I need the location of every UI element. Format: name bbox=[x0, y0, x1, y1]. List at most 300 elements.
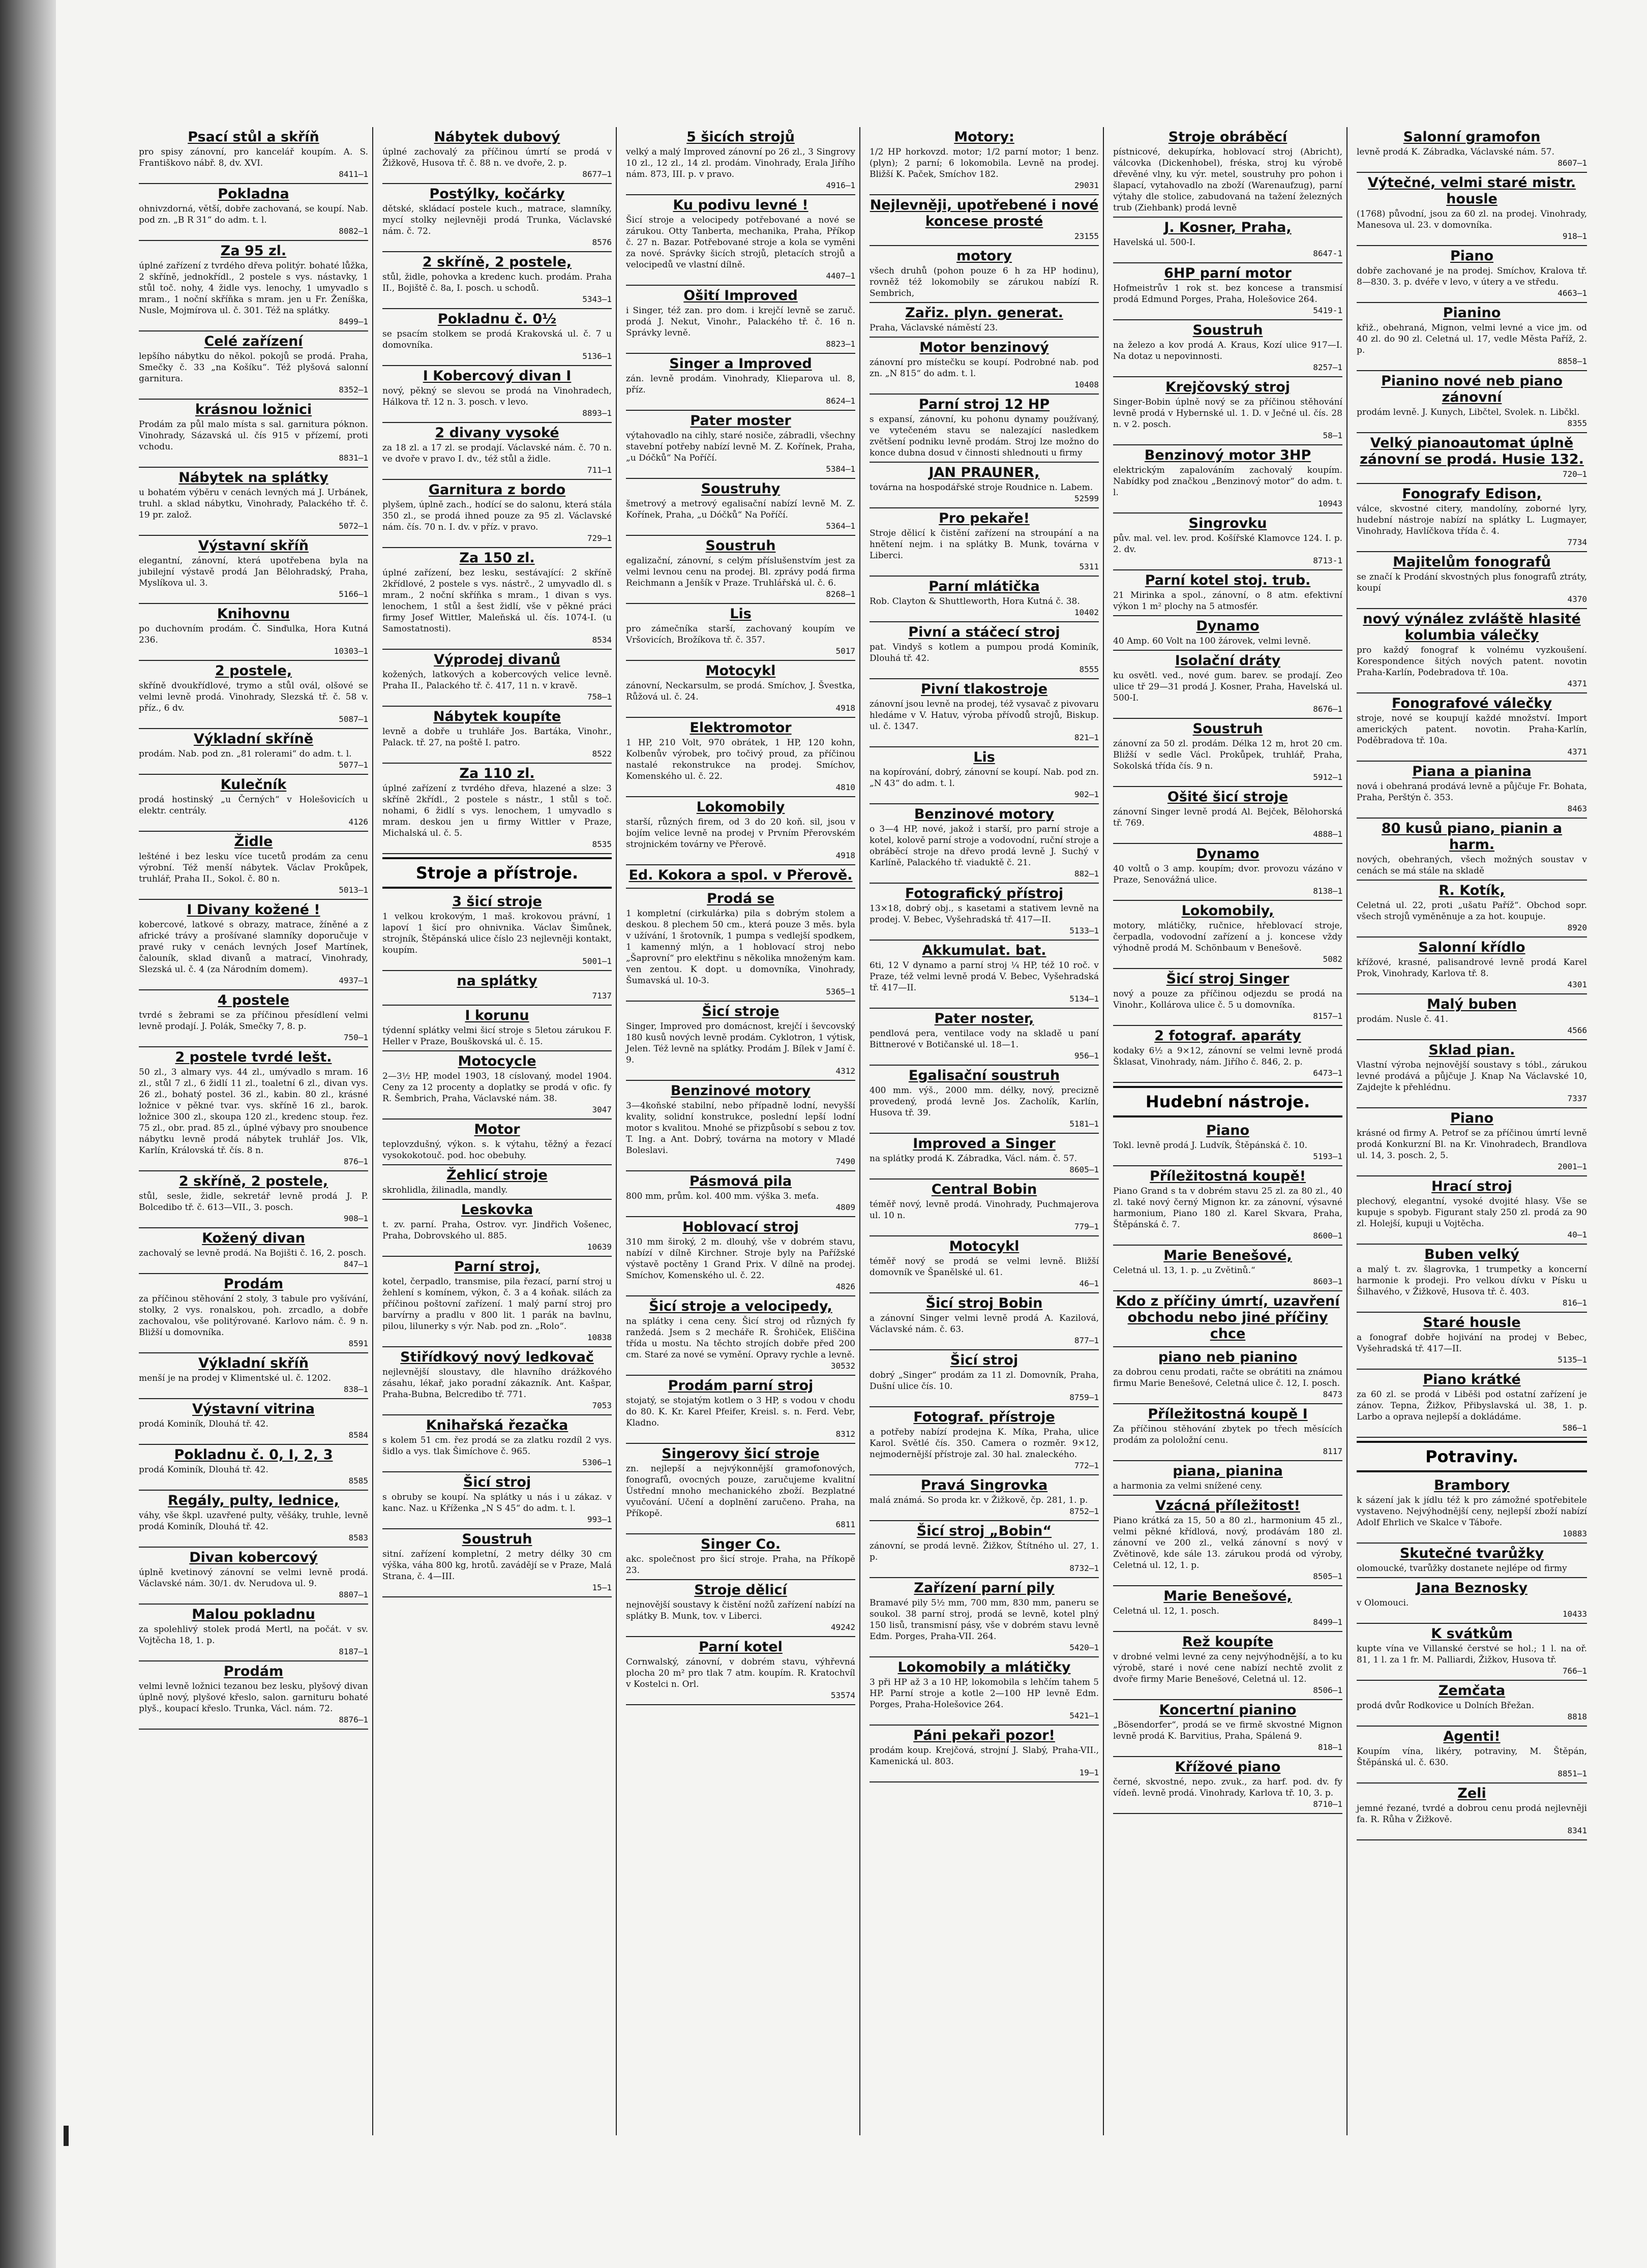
ad-title: Benzinové motory bbox=[914, 806, 1055, 822]
ad-text: prodám koup. Krejčová, strojní J. Slabý, Praha-VII., Kamenická ul. 803. bbox=[870, 1745, 1099, 1767]
ad-reference-number: 8876—1 bbox=[339, 1715, 368, 1725]
ad-reference-number: 4126 bbox=[348, 817, 368, 827]
ad-reference-number: 838—1 bbox=[343, 1384, 368, 1394]
ad-text: levně prodá K. Zábradka, Václavské nám. 57. bbox=[1357, 147, 1554, 157]
ad-text: 310 mm široký, 2 m. dlouhý, vše v dobrém stavu, nabízí v dílně Kirchner. Stroje byly na Pařížské výstavě poctěny 1 Grand Prix. V dílně na prodej. Smíchov, Komenského ul. č. 22. bbox=[626, 1237, 855, 1281]
classified-ad bbox=[139, 1047, 368, 1171]
ad-reference-number: 8677—1 bbox=[582, 169, 612, 179]
ad-text: zánovní jsou levně na prodej, též vysavač z pivovaru hledáme v V. Hatuv, výroba přívodů strojů, Biskup. ul. č. 1347. bbox=[870, 699, 1099, 732]
classified-ad bbox=[870, 1009, 1099, 1066]
classified-ad bbox=[626, 1637, 855, 1705]
ad-title: Singer a Improved bbox=[669, 356, 812, 372]
ad-reference-number: 8858—1 bbox=[1558, 356, 1587, 366]
ad-reference-number: 5135—1 bbox=[1558, 1355, 1587, 1365]
ad-text: motory, mlátičky, ručnice, hřeblovací stroje, čerpadla, vodovodní zařízení a j. koncese vždy výhodně prodá M. Schönbaum v Benešově. bbox=[1113, 921, 1342, 953]
ad-title: Soustruh bbox=[705, 538, 776, 554]
ad-title: Pásmová pila bbox=[689, 1173, 792, 1189]
classified-ad bbox=[870, 395, 1099, 463]
classified-ad bbox=[139, 1548, 368, 1605]
ad-title: Fotograf. přístroje bbox=[913, 1409, 1055, 1425]
classified-ad bbox=[139, 990, 368, 1047]
ad-title: Malý buben bbox=[1427, 996, 1517, 1012]
ad-text: elegantní, zánovní, která upotřebena byla na jubilejní výstavě prodá Jan Bělohradský, Praha, Myslíkova ul. 3. bbox=[139, 556, 368, 588]
ad-reference-number: 4301 bbox=[1567, 980, 1587, 989]
ad-reference-number: 5166—1 bbox=[339, 589, 368, 599]
ad-title: Soustruh bbox=[1192, 322, 1263, 338]
ad-reference-number: 7053 bbox=[592, 1401, 612, 1410]
ad-title: Lis bbox=[973, 749, 995, 765]
ad-title: Buben velký bbox=[1424, 1247, 1519, 1262]
ad-text: skrohlidla, žilinadla, mandly. bbox=[382, 1185, 508, 1195]
ad-reference-number: 8605—1 bbox=[1069, 1165, 1099, 1174]
classified-ad bbox=[382, 309, 612, 366]
ad-reference-number: 4916—1 bbox=[826, 180, 855, 190]
ad-text: plyšem, úplně zach., hodící se do salonu, která stála 350 zl., se prodá ihned pouze za 95 zl. Václavské nám. čís. 70 n. I. dv. v příz. v pravo. bbox=[382, 500, 612, 532]
ad-reference-number: 8522 bbox=[592, 749, 612, 759]
ad-reference-number: 720—1 bbox=[1562, 469, 1587, 479]
classified-ad bbox=[870, 1350, 1099, 1407]
ad-text: a potřeby nabízí prodejna K. Míka, Praha, ulice Karol. Světlé čís. 350. Camera o rozměr. 9×12, nejmodernější přístroje zal. 30 hal. znaleckého. bbox=[870, 1427, 1099, 1460]
column-2 bbox=[378, 127, 617, 2135]
ad-text: 40 voltů o 3 amp. koupím; dvor. provozu vázáno v Praze, Senovážná ulice. bbox=[1113, 864, 1342, 885]
classified-ad bbox=[870, 1180, 1099, 1236]
ad-title: Malou pokladnu bbox=[192, 1607, 315, 1622]
classified-ad bbox=[626, 797, 855, 865]
ad-text: teplovzdušný, výkon. s. k výtahu, těžný a řezací vysokokotouč. pod. hoc obebuhy. bbox=[382, 1139, 612, 1161]
classified-ad bbox=[382, 892, 612, 971]
ad-reference-number: 8583 bbox=[348, 1533, 368, 1543]
ad-title: Parní kotel stoj. trub. bbox=[1145, 572, 1311, 588]
ad-title: I Kobercový divan I bbox=[423, 368, 572, 384]
ad-title: K svátkům bbox=[1431, 1626, 1513, 1642]
ad-reference-number: 816—1 bbox=[1562, 1298, 1587, 1308]
ad-text: v drobné velmi levné za ceny nejvýhodnější, a to ku výrobě, staré i nové cene nabízí nechtě zvolit z dvoře firmy Marie Benešové, Celetná ul. 12. bbox=[1113, 1652, 1342, 1684]
ad-title: Benzinový motor 3HP bbox=[1144, 447, 1311, 463]
ad-title: Pivní tlakostroje bbox=[920, 681, 1048, 697]
ad-text: Koupím vína, likéry, potraviny, M. Štěpán, Štěpánská ul. č. 630. bbox=[1357, 1746, 1587, 1768]
ad-reference-number: 8187—1 bbox=[339, 1647, 368, 1656]
ad-reference-number: 877—1 bbox=[1074, 1336, 1099, 1345]
ad-reference-number: 5420—1 bbox=[1069, 1643, 1099, 1652]
classified-ad bbox=[626, 1002, 855, 1081]
classified-ad bbox=[1357, 246, 1587, 303]
ad-title: Zeli bbox=[1457, 1786, 1486, 1801]
ad-text: menší je na prodej v Klimentské ul. č. 1202. bbox=[139, 1373, 332, 1383]
ad-title: Pro pekaře! bbox=[939, 510, 1030, 526]
ad-text: se značí k Prodání skvostných plus fonografů ztráty, koupí bbox=[1357, 572, 1587, 593]
ad-title: Rež koupíte bbox=[1182, 1634, 1274, 1650]
ad-title: Ošití Improved bbox=[683, 288, 798, 304]
ad-text: za 60 zl. se prodá v Liběši pod ostatní zařízení je zánov. Tepna, Žižkov, Přibyslavská ul. 38, 1. p. Larbo a oprava nejlepší a dokládáme. bbox=[1357, 1389, 1587, 1422]
ad-reference-number: 5134—1 bbox=[1069, 994, 1099, 1004]
classified-ad bbox=[626, 718, 855, 797]
ad-text: 40 Amp. 60 Volt na 100 žárovek, velmi levně. bbox=[1113, 636, 1311, 646]
ad-reference-number: 10943 bbox=[1317, 499, 1342, 508]
ad-reference-number: 10402 bbox=[1074, 608, 1099, 617]
ad-title: Dynamo bbox=[1196, 846, 1260, 862]
ad-text: zánovní pro místečku se koupí. Podrobné nab. pod zn. „N 815“ do adm. t. l. bbox=[870, 357, 1099, 379]
ad-reference-number: 4826 bbox=[835, 1282, 855, 1291]
classified-ad bbox=[870, 463, 1099, 508]
ad-text: kobercové, latkové s obrazy, matrace, žíněné a z africké trávy a prošívané slamníky doporučuje v pravé ruky v cenách levných Josef Martínek, čalouník, sklad divanů a matrací, Vinohrady, Slezská ul. č. 4 (za Národním domem). bbox=[139, 920, 368, 975]
ad-title: Výtečné, velmi staré mistr. housle bbox=[1367, 175, 1576, 207]
ad-title: Šicí stroj bbox=[463, 1474, 531, 1490]
classified-ad bbox=[1113, 377, 1342, 445]
ad-title: Motory: bbox=[954, 129, 1014, 145]
classified-ad bbox=[870, 747, 1099, 804]
ad-title: Koncertní pianino bbox=[1159, 1702, 1297, 1718]
ad-title: Parní stroj 12 HP bbox=[918, 397, 1050, 412]
ad-reference-number: 5311 bbox=[1079, 562, 1099, 571]
classified-ad bbox=[870, 1578, 1099, 1657]
ad-title: Šicí stroj bbox=[950, 1352, 1019, 1368]
ad-title: 2 skříně, 2 postele, bbox=[422, 254, 572, 270]
ad-title: Jana Beznosky bbox=[1416, 1580, 1528, 1596]
ad-text: nový, pěkný se slevou se prodá na Vinohradech, Hálkova tř. 12 n. 3. posch. v levo. bbox=[382, 386, 612, 407]
ad-reference-number: 53574 bbox=[830, 1690, 855, 1700]
ad-text: krásné od firmy A. Petrof se za příčinou úmrtí levně prodá Konkurzní Bl. na Kr. Vinohradech, Brandlova ul. 14, 3. posch. 2, 5. bbox=[1357, 1128, 1587, 1161]
ad-text: Šicí stroje a velocipedy potřebované a nové se zárukou. Otty Tanberta, mechanika, Praha, Příkop č. 27 n. Bazar. Potřebované stroje a kola se vyměni za nové. Správky šicích strojů, pletacích strojů a velocipedů ve vlastní dílně. bbox=[626, 215, 855, 270]
ad-text: kupte vína ve Villanské čerstvé se hol.; 1 l. na oř. 81, 1 l. za 1 fr. M. Palliardi, Žižkov, Husova tř. bbox=[1357, 1644, 1587, 1665]
ad-title: Fotografický přístroj bbox=[905, 886, 1064, 901]
ad-title: Egalisační soustruh bbox=[908, 1068, 1060, 1083]
ad-text: velký a malý Improved zánovní po 26 zl., 3 Singrovy 10 zl., 12 zl., 14 zl. prodám. Vinohrady, Erala Jiřího nám. 873, III. p. v pravo. bbox=[626, 147, 855, 179]
classified-ad bbox=[139, 832, 368, 900]
ad-title: Šicí stroje a velocipedy, bbox=[649, 1298, 832, 1314]
ad-reference-number: 6473—1 bbox=[1313, 1068, 1342, 1078]
ad-title: Hrací stroj bbox=[1431, 1178, 1512, 1194]
classified-ad bbox=[382, 971, 612, 1006]
classified-ad bbox=[870, 1726, 1099, 1782]
classified-ad bbox=[1357, 484, 1587, 552]
ad-reference-number: 5419-1 bbox=[1313, 306, 1342, 315]
ad-reference-number: 993—1 bbox=[587, 1515, 612, 1524]
ad-title: Central Bobin bbox=[931, 1182, 1037, 1197]
ad-title: JAN PRAUNER, bbox=[929, 465, 1040, 480]
ad-text: 21 Mirinka a spol., zánovní, o 8 atm. efektivní výkon 1 m² plochy na 5 atmosfér. bbox=[1113, 590, 1342, 612]
ad-text: zánovní Singer levně prodá Al. Bejček, Bělohorská tř. 769. bbox=[1113, 807, 1342, 828]
ad-reference-number: 4809 bbox=[835, 1202, 855, 1212]
classified-ad bbox=[626, 1534, 855, 1580]
ad-title: Výprodej divanů bbox=[434, 652, 560, 668]
ad-title: Pivní a stáčecí stroj bbox=[908, 624, 1060, 640]
ad-title: Šicí stroj „Bobin“ bbox=[916, 1523, 1052, 1539]
classified-ad bbox=[626, 1444, 855, 1534]
ad-reference-number: 4918 bbox=[835, 851, 855, 860]
ad-text: pat. Vindyš s kotlem a pumpou prodá Kominík, Dlouhá tř. 42. bbox=[870, 642, 1099, 663]
classified-ad bbox=[626, 661, 855, 718]
ad-text: Piano Grand s ta v dobrém stavu 25 zl. za 80 zl., 40 zl. také nový černý Mignon kr. za zánovní, výsavné harmonium, Piano 180 zl. Karel Skvara, Praha, Štěpánská č. 7. bbox=[1113, 1186, 1342, 1230]
ad-reference-number: 4918 bbox=[835, 703, 855, 713]
ad-title: 4 postele bbox=[218, 992, 289, 1008]
ad-reference-number: 29031 bbox=[1074, 180, 1099, 190]
ad-reference-number: 6811 bbox=[835, 1520, 855, 1529]
ad-reference-number: 586—1 bbox=[1562, 1423, 1587, 1433]
ad-text: olomoucké, tvarůžky dostanete nejlépe od firmy bbox=[1357, 1563, 1567, 1574]
classified-ads-page bbox=[135, 127, 1592, 2135]
classified-ad bbox=[1113, 1246, 1342, 1291]
classified-ad bbox=[139, 468, 368, 536]
ad-text: Piano krátká za 15, 50 a 80 zl., harmonium 45 zl., velmi pěkné křídlová, nový, prodávám 180 zl. zánovní ve 200 zl., velká zánovní s nový v Zvětinově, kde sále 13. zárukou prodá od výroby, Celetná ul. 12, 1. p. bbox=[1113, 1516, 1342, 1570]
ad-title: Elektromotor bbox=[690, 720, 792, 736]
ad-text: Prodám za půl malo místa s sal. garnitura póknon. Vinohrady, Sázavská ul. čís 915 v přízemí, proti vchodu. bbox=[139, 419, 368, 452]
scan-edge bbox=[0, 0, 61, 2268]
ad-reference-number: 8759—1 bbox=[1069, 1393, 1099, 1402]
ad-title: Pokladnu č. 0½ bbox=[437, 311, 557, 327]
ad-title: I Divany kožené ! bbox=[187, 902, 320, 918]
classified-ad bbox=[382, 1165, 612, 1200]
classified-ad bbox=[382, 423, 612, 480]
classified-ad bbox=[1113, 787, 1342, 844]
classified-ad bbox=[870, 508, 1099, 577]
ad-title: Leskovka bbox=[461, 1202, 533, 1218]
ad-text: téměř nový se prodá se velmi levně. Bližší domovník ve Španělské ul. 61. bbox=[870, 1256, 1099, 1278]
ad-title: 2 divany vysoké bbox=[435, 425, 559, 441]
ad-text: výtahovadlo na cihly, staré nosiče, zábradli, všechny stavební potřeby nabízí levně M. Z. Kořínek, Praha, „u Dóčků“ Na Poříčí. bbox=[626, 431, 855, 463]
ad-reference-number: 902—1 bbox=[1074, 790, 1099, 799]
ad-text: zachovalý se levně prodá. Na Bojišti č. 16, 2. posch. bbox=[139, 1248, 367, 1258]
classified-ad bbox=[870, 622, 1099, 679]
ad-reference-number: 4888—1 bbox=[1313, 829, 1342, 839]
ad-text: za příčinou stěhování 2 stoly, 3 tabule pro vyšívání, stolky, 2 vys. ronalskou, poh. zrcadlo, a dobře zachovalou, vše politýrované. Karlovo nám. č. 9 n. Bližší u domovníka. bbox=[139, 1294, 368, 1338]
ad-text: kožených, latkových a kobercových velice levně. Praha II., Palackého tř. č. 417, 11 n. v kravě. bbox=[382, 670, 612, 691]
section-heading: Potraviny. bbox=[1357, 1441, 1587, 1472]
ad-text: černé, skvostné, nepo. zvuk., za harf. pod. dv. fy vídeň. levně prodá. Vinohrady, Karlova tř. 10, 3. p. bbox=[1113, 1777, 1342, 1798]
classified-ad bbox=[139, 1274, 368, 1353]
classified-ad bbox=[1113, 1700, 1342, 1757]
ad-text: ohnivzdorná, větší, dobře zachovaná, se koupí. Nab. pod zn. „B R 31“ do adm. t. l. bbox=[139, 204, 368, 225]
ad-text: nejnovější soustavy k čistění nožů zařízení nabízí na splátky B. Munk, tov. v Liberci. bbox=[626, 1600, 855, 1621]
ad-text: pro spisy zánovní, pro kancelář koupím. A. S. Františkovo nábř. 8, dv. XVI. bbox=[139, 147, 368, 168]
classified-ad bbox=[870, 941, 1099, 1009]
classified-ad bbox=[382, 1257, 612, 1347]
ad-title: Výstavní skříň bbox=[198, 538, 309, 554]
classified-ad bbox=[1357, 1727, 1587, 1783]
ad-text: téměř nový, levně prodá. Vinohrady, Puchmajerova ul. 10 n. bbox=[870, 1199, 1099, 1221]
ad-reference-number: 8676—1 bbox=[1313, 704, 1342, 714]
ad-title: Benzinové motory bbox=[670, 1083, 811, 1099]
ad-text: továrna na hospodářské stroje Roudnice n. Labem. bbox=[870, 482, 1093, 493]
ad-title: Šicí stroj Bobin bbox=[925, 1295, 1043, 1311]
ad-reference-number: 8591 bbox=[348, 1339, 368, 1348]
ad-reference-number: 711—1 bbox=[587, 465, 612, 475]
ad-title: Šicí stroje bbox=[702, 1004, 780, 1019]
ad-text: 6ti, 12 V dynamo a parní stroj ¼ HP, též 10 roč. v Praze, též velmi levně prodá V. Bebec, Vyšehradská tř. 417—II. bbox=[870, 960, 1099, 993]
ad-title: Piano bbox=[1206, 1123, 1250, 1138]
ad-reference-number: 8920 bbox=[1567, 923, 1587, 932]
ad-text: Bramavé pily 5½ mm, 700 mm, 830 mm, paneru se soukol. 38 parní stroj, prodá se levně, kotel plný 150 lisů, transmisní pásy, vše v dobrém stavu levně Edm. Porges, Praha-VII. 264. bbox=[870, 1598, 1099, 1642]
ad-text: 800 mm, prům. kol. 400 mm. výška 3. meťa. bbox=[626, 1191, 819, 1201]
ad-title: Výkladní skříň bbox=[198, 1355, 309, 1371]
ad-text: za spolehlivý stolek prodá Mertl, na počát. v sv. Vojtěcha 18, 1. p. bbox=[139, 1624, 368, 1646]
classified-ad bbox=[1113, 445, 1342, 513]
ad-reference-number: 5136—1 bbox=[582, 351, 612, 361]
ad-title: Akkumulat. bat. bbox=[922, 943, 1046, 958]
classified-ad bbox=[1357, 303, 1587, 371]
ad-title: 6HP parní motor bbox=[1164, 265, 1292, 281]
ad-title: Za 150 zl. bbox=[459, 550, 535, 566]
classified-ad bbox=[870, 577, 1099, 622]
ad-text: všech druhů (pohon pouze 6 h za HP hodinu), rovněž též lokomobily se zárukou nabízí R. Sembrich, bbox=[870, 266, 1099, 298]
ad-title: 2 fotograf. aparáty bbox=[1154, 1028, 1301, 1044]
classified-ad bbox=[382, 127, 612, 184]
classified-ad bbox=[626, 354, 855, 411]
ad-text: úplné zařízení, bez lesku, sestávající: 2 skříně 2křídlové, 2 postele s vys. nástrč., 2 umyvadlo dl. s mram., 2 noční skříňka s mram., 1 divan s vys. lenochem, 1 stůl a šest židlí, vše v pěkné práci firmy Josef Wittler, Maleňská ul. čís. 1074-I. (u Samostatnosti). bbox=[382, 568, 612, 634]
ad-text: akc. společnost pro šicí stroje. Praha, na Příkopě 23. bbox=[626, 1554, 855, 1576]
ad-reference-number: 876—1 bbox=[343, 1157, 368, 1166]
ad-title: Singer Co. bbox=[701, 1536, 781, 1552]
ad-reference-number: 15—1 bbox=[592, 1583, 612, 1592]
ad-reference-number: 8624—1 bbox=[826, 396, 855, 406]
ad-title: Lis bbox=[730, 606, 752, 622]
classified-ad bbox=[1113, 719, 1342, 787]
ad-title: Divan kobercový bbox=[189, 1550, 318, 1565]
classified-ad bbox=[1113, 1404, 1342, 1461]
ad-text: skříně dvoukřídlové, trymo a stůl ovál, olšové se velmi levně prodá. Vinohrady, Slezská tř. č. 58 v. příz., 6 dv. bbox=[139, 681, 368, 713]
ad-text: pro zámečníka starší, zachovaný koupím ve Vršovicích, Brožíkova tř. č. 357. bbox=[626, 624, 855, 645]
ad-text: zánovní, se prodá levně. Žižkov, Štítného ul. 27, 1. p. bbox=[870, 1541, 1099, 1562]
ad-title: Motor benzinový bbox=[919, 340, 1049, 355]
ad-text: úplně kvetinový zánovní se velmi levně prodá. Václavské nám. 30/1. dv. Nerudova ul. 9. bbox=[139, 1567, 368, 1589]
ad-title: Motocykl bbox=[949, 1238, 1020, 1254]
ad-text: úplné zachovalý za příčinou úmrtí se prodá v Žižkově, Husova tř. č. 88 n. ve dvoře, 2. p. bbox=[382, 147, 612, 168]
classified-ad bbox=[139, 1445, 368, 1491]
ad-text: Hofmeistrův 1 rok st. bez koncese a transmisí prodá Edmund Porges, Praha, Holešovice 264. bbox=[1113, 283, 1342, 305]
ad-text: 1 velkou krokovým, 1 maš. krokovou právní, 1 lapoví 1 šicí pro ohnivnika. Václav Šimůnek, strojník, Štěpánská ulice číslo 23 nejlevněji kontakt, koupím. bbox=[382, 912, 612, 955]
classified-ad bbox=[382, 650, 612, 707]
ad-text: Rob. Clayton & Shuttleworth, Hora Kutná č. 38. bbox=[870, 596, 1080, 607]
ad-title: Prodám bbox=[223, 1664, 284, 1679]
classified-ad bbox=[1357, 1313, 1587, 1370]
classified-ad bbox=[870, 1293, 1099, 1350]
ad-reference-number: 8117 bbox=[1323, 1446, 1342, 1456]
classified-ad bbox=[139, 331, 368, 400]
ad-text: Vlastní výroba nejnovější soustavy s tóbl., zárukou levné prodává a půjčuje J. Knap Na Václavské 10, Zajdejte k přehlédnu. bbox=[1357, 1060, 1587, 1093]
ad-title: Brambory bbox=[1433, 1477, 1510, 1493]
ad-title: Isolační dráty bbox=[1175, 653, 1281, 669]
classified-ad bbox=[1113, 1632, 1342, 1700]
classified-ad bbox=[382, 1347, 612, 1415]
classified-ad bbox=[139, 1353, 368, 1399]
ad-text: na železo a kov prodá A. Kraus, Kozí ulice 917—I. Na dotaz u nepovinnosti. bbox=[1113, 340, 1342, 361]
ad-reference-number: 8607—1 bbox=[1558, 158, 1587, 168]
ad-title: Krejčovský stroj bbox=[1165, 379, 1291, 395]
ad-text: stojatý, se stojatým kotlem o 3 HP, s vodou v chodu do 80. K. Kr. Karel Pfeifer, Kreisl. s. n. Ferd. Vebr, Kladno. bbox=[626, 1396, 855, 1428]
ad-title: na splátky bbox=[457, 973, 537, 989]
classified-ad bbox=[1113, 513, 1342, 570]
classified-ad bbox=[1357, 819, 1587, 881]
ad-text: 2—3½ HP, model 1903, 18 císlovaný, model 1904. Ceny za 12 procenty a doplatky se prodá v ofic. fy R. Šembrich, Praha, Václavské nám. 38. bbox=[382, 1071, 612, 1104]
ad-title: Motocycle bbox=[458, 1053, 536, 1069]
ad-title: Pianino nové neb piano zánovní bbox=[1381, 373, 1563, 405]
classified-ad bbox=[1113, 1291, 1342, 1347]
ad-title: 2 postele, bbox=[215, 663, 292, 679]
classified-ad bbox=[382, 1006, 612, 1051]
ad-reference-number: 30532 bbox=[830, 1361, 855, 1371]
ad-text: plechový, elegantní, vysoké dvojité hlasy. Vše se kupuje s spobyb. Figurant staly 250 zl. prodá za 90 zl. Holejší, kupuji u Vojtěcha. bbox=[1357, 1196, 1587, 1229]
ad-text: dětské, skládací postele kuch., matrace, slamníky, mycí stolky nejlevněji prodá Trunka, Václavské nám. č. 72. bbox=[382, 204, 612, 236]
ad-reference-number: 8506—1 bbox=[1313, 1685, 1342, 1695]
ad-reference-number: 4663—1 bbox=[1558, 288, 1587, 298]
ad-reference-number: 8713-1 bbox=[1313, 556, 1342, 565]
ad-text: 1/2 HP horkovzd. motor; 1/2 parní motor; 1 benz. (plyn); 2 parní; 6 lokomobila. Levně na prodej. Bližší K. Paček, Smíchov 182. bbox=[870, 147, 1099, 179]
ad-text: na splátky prodá K. Zábradka, Václ. nám. č. 57. bbox=[870, 1154, 1077, 1164]
ad-text: Praha, Václavské náměstí 23. bbox=[870, 323, 998, 333]
ad-title: Pokladnu č. 0, I, 2, 3 bbox=[174, 1447, 333, 1463]
classified-ad bbox=[382, 1120, 612, 1165]
ad-text: Singer-Bobin úplně nový se za příčinou stěhování levně prodá v Hybernské ul. 1. D. v Ječné ul. čís. 28 n. v 2. posch. bbox=[1113, 397, 1342, 430]
ad-title: Pater noster, bbox=[934, 1011, 1034, 1026]
classified-ad bbox=[139, 184, 368, 241]
ad-text: Tokl. levně prodá J. Ludvík, Štěpánská č. 10. bbox=[1113, 1140, 1307, 1151]
ad-title: Příležitostná koupě I bbox=[1148, 1406, 1308, 1422]
classified-ad bbox=[1357, 433, 1587, 484]
ad-title: Salonní křídlo bbox=[1418, 940, 1525, 955]
classified-ad bbox=[1357, 1040, 1587, 1108]
classified-ad bbox=[626, 536, 855, 604]
ad-text: zánovní za 50 zl. prodám. Délka 12 m, hrot 20 cm. Bližší v sedle Václ. Prokůpek, truhlář, Praha, Sokolská třída čís. 9 n. bbox=[1113, 739, 1342, 771]
ad-reference-number: 8647-1 bbox=[1313, 249, 1342, 258]
ad-title: 80 kusů piano, pianin a harm. bbox=[1381, 821, 1563, 853]
ad-reference-number: 8600—1 bbox=[1313, 1231, 1342, 1241]
ad-text: s expansí, zánovní, ku pohonu dynamy používaný, ve vytečeném stavu se nalezající nasledkem zvětšení podniku levně prodám. Stroj lze možno do konce dubna dosud v činnosti shlednouti u firmy bbox=[870, 414, 1099, 458]
ad-text: jemné řezané, tvrdé a dobrou cenu prodá nejlevněji fa. R. Růha v Žižkově. bbox=[1357, 1803, 1587, 1825]
classified-ad bbox=[870, 127, 1099, 195]
ad-title: Kulečník bbox=[220, 777, 287, 793]
classified-ad bbox=[1113, 1166, 1342, 1246]
ad-text: egalizační, zánovní, s celým příslušenstvím jest za velmi levnou cenu na prodej. Bl. zprávy podá firma Reichmann a Jenšík v Praze. Truhlářská ul. č. 6. bbox=[626, 556, 855, 588]
classified-ad bbox=[870, 1066, 1099, 1134]
ad-reference-number: 772—1 bbox=[1074, 1461, 1099, 1470]
ad-title: Stiřídkový nový ledkovač bbox=[400, 1349, 594, 1365]
ad-title: Prodá se bbox=[707, 891, 774, 906]
classified-ad bbox=[1113, 651, 1342, 719]
ad-title: Garnitura z bordo bbox=[428, 482, 566, 498]
ad-title: piano neb pianino bbox=[1158, 1349, 1298, 1365]
ad-title: Staré housle bbox=[1423, 1315, 1521, 1330]
classified-ad bbox=[626, 1376, 855, 1444]
ad-reference-number: 8268—1 bbox=[826, 589, 855, 599]
ad-reference-number: 8257—1 bbox=[1313, 362, 1342, 372]
ad-title: Velký pianoautomat úplně zánovní se prodá. Husie 132. bbox=[1360, 435, 1584, 467]
ad-reference-number: 3047 bbox=[592, 1105, 612, 1114]
classified-ad bbox=[626, 1081, 855, 1171]
ad-text: za 18 zl. a 17 zl. se prodají. Václavské nám. č. 70 n. ve dvoře v pravo I. dv., též stůl a židle. bbox=[382, 443, 612, 464]
ad-title: Fonografy Edison, bbox=[1402, 486, 1542, 502]
ad-title: Výkladní skříně bbox=[193, 731, 314, 747]
ad-text: v Olomouci. bbox=[1357, 1598, 1409, 1608]
classified-ad bbox=[1113, 218, 1342, 263]
ad-reference-number: 23155 bbox=[1074, 231, 1099, 241]
classified-ad bbox=[139, 1605, 368, 1661]
ad-reference-number: 8473 bbox=[1323, 1389, 1342, 1399]
ad-text: Za příčinou stěhování zbytek po třech měsících prodám za pololožní cenu. bbox=[1113, 1424, 1342, 1445]
ad-text: Celetná ul. 13, 1. p. „u Zvětinů.“ bbox=[1113, 1265, 1255, 1276]
classified-ad bbox=[139, 900, 368, 990]
ad-title: Zařízení parní pily bbox=[914, 1580, 1055, 1596]
ad-reference-number: 10303—1 bbox=[334, 646, 368, 656]
ad-text: (1768) původní, jsou za 60 zl. na prodej. Vinohrady, Manesova ul. 23. v domovníka. bbox=[1357, 209, 1587, 230]
ad-text: válce, skvostné citery, mandolíny, zoborné lyry, hudební nástroje nabízí na splátky L. Lugmayer, Vinohrady, Havlíčkova třída č. 4. bbox=[1357, 504, 1587, 536]
section-heading: Stroje a přístroje. bbox=[382, 857, 612, 889]
ad-title: Motocykl bbox=[705, 663, 776, 679]
ad-reference-number: 10433 bbox=[1562, 1609, 1587, 1619]
ad-reference-number: 10639 bbox=[587, 1242, 612, 1252]
ad-title: Regály, pulty, lednice, bbox=[168, 1493, 339, 1508]
ad-title: Žehlicí stroje bbox=[446, 1167, 548, 1183]
ad-text: 3—4koňské stabilní, nebo případně lodní, nevyšší kvality, solidní konstrukce, poslední lepší lodní motor s kvalitou. Mnohé se přizpůsobí s sebou z tov. T. Ing. a Ant. Dobrý, továrna na motory v Mladé Boleslavi. bbox=[626, 1101, 855, 1156]
ad-title: Židle bbox=[234, 834, 273, 850]
